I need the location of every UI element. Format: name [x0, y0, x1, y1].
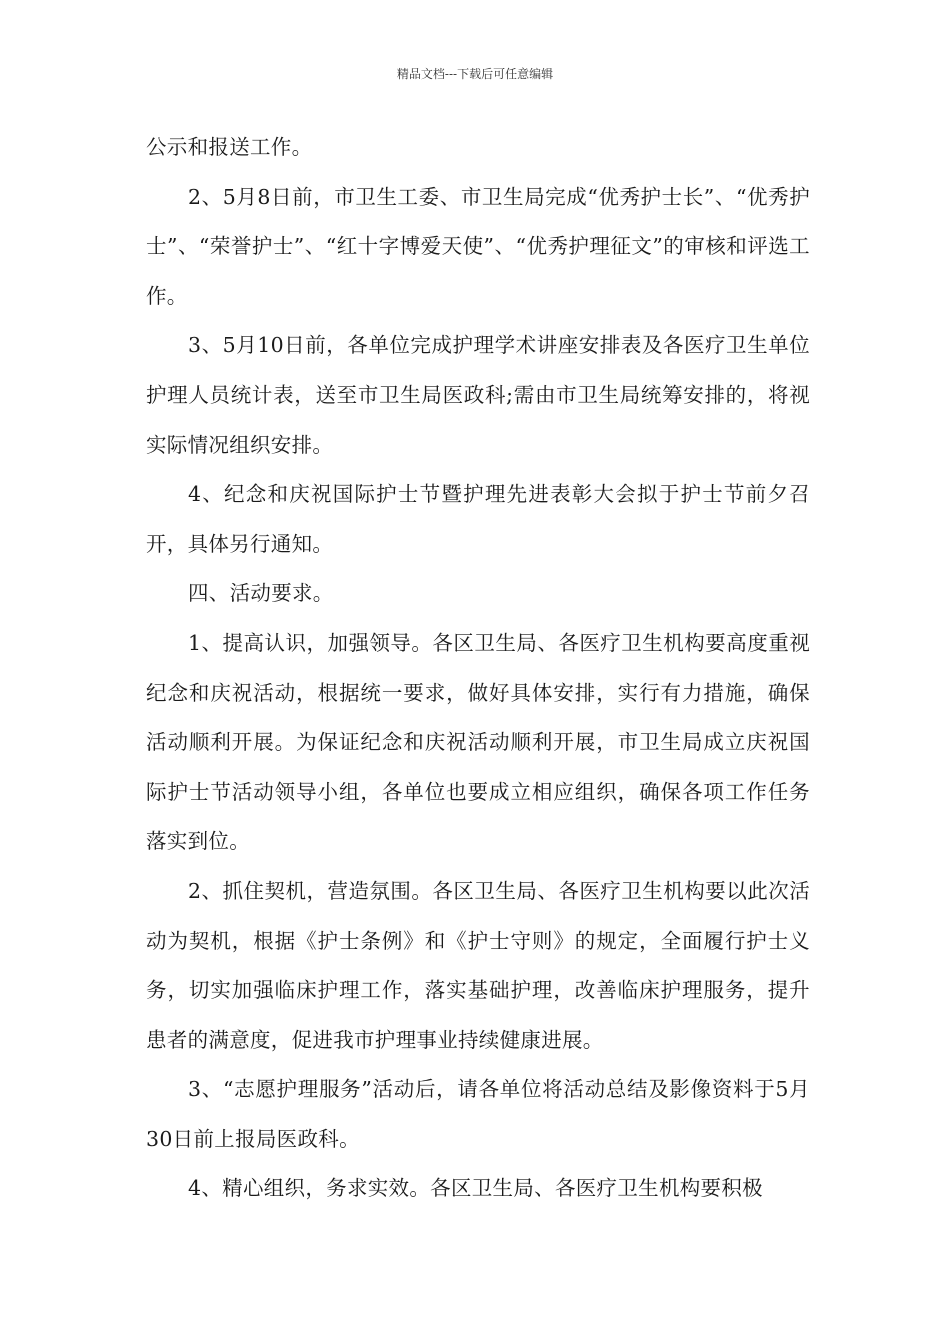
- paragraph-continuation: 公示和报送工作。: [146, 135, 313, 159]
- paragraph-item-2-review: 2、5月8日前，市卫生工委、市卫生局完成“优秀护士长”、“优秀护士”、“荣誉护士”、“红十字博爱天使”、“优秀护理征文”的审核和评选工作。: [146, 184, 810, 308]
- document-body: [146, 123, 810, 1214]
- paragraph-item-4-conference: 4、纪念和庆祝国际护士节暨护理先进表彰大会拟于护士节前夕召开，具体另行通知。: [146, 482, 810, 556]
- paragraph-req-2-atmosphere: 2、抓住契机，营造氛围。各区卫生局、各医疗卫生机构要以此次活动为契机，根据《护士条例》和《护士守则》的规定，全面履行护士义务，切实加强临床护理工作，落实基础护理，改善临床护理服务，提升患者的满意度，促进我市护理事业持续健康进展。: [146, 878, 810, 1052]
- paragraph-req-4-organize: 4、精心组织，务求实效。各区卫生局、各医疗卫生机构要积极: [188, 1176, 763, 1201]
- paragraph-req-3-report: 3、“志愿护理服务”活动后，请各单位将活动总结及影像资料于5月30日前上报局医政科。: [146, 1077, 810, 1151]
- section-heading-requirements: 四、活动要求。: [188, 581, 334, 606]
- page-header: 精品文档---下载后可任意编辑: [396, 67, 554, 81]
- paragraph-req-1-leadership: 1、提高认识，加强领导。各区卫生局、各医疗卫生机构要高度重视纪念和庆祝活动，根据统一要求，做好具体安排，实行有力措施，确保活动顺利开展。为保证纪念和庆祝活动顺利开展，市卫生局成立庆祝国际护士节活动领导小组，各单位也要成立相应组织，确保各项工作任务落实到位。: [146, 630, 810, 854]
- paragraph-item-3-schedule: 3、5月10日前，各单位完成护理学术讲座安排表及各医疗卫生单位护理人员统计表，送至市卫生局医政科;需由市卫生局统筹安排的，将视实际情况组织安排。: [146, 333, 810, 457]
